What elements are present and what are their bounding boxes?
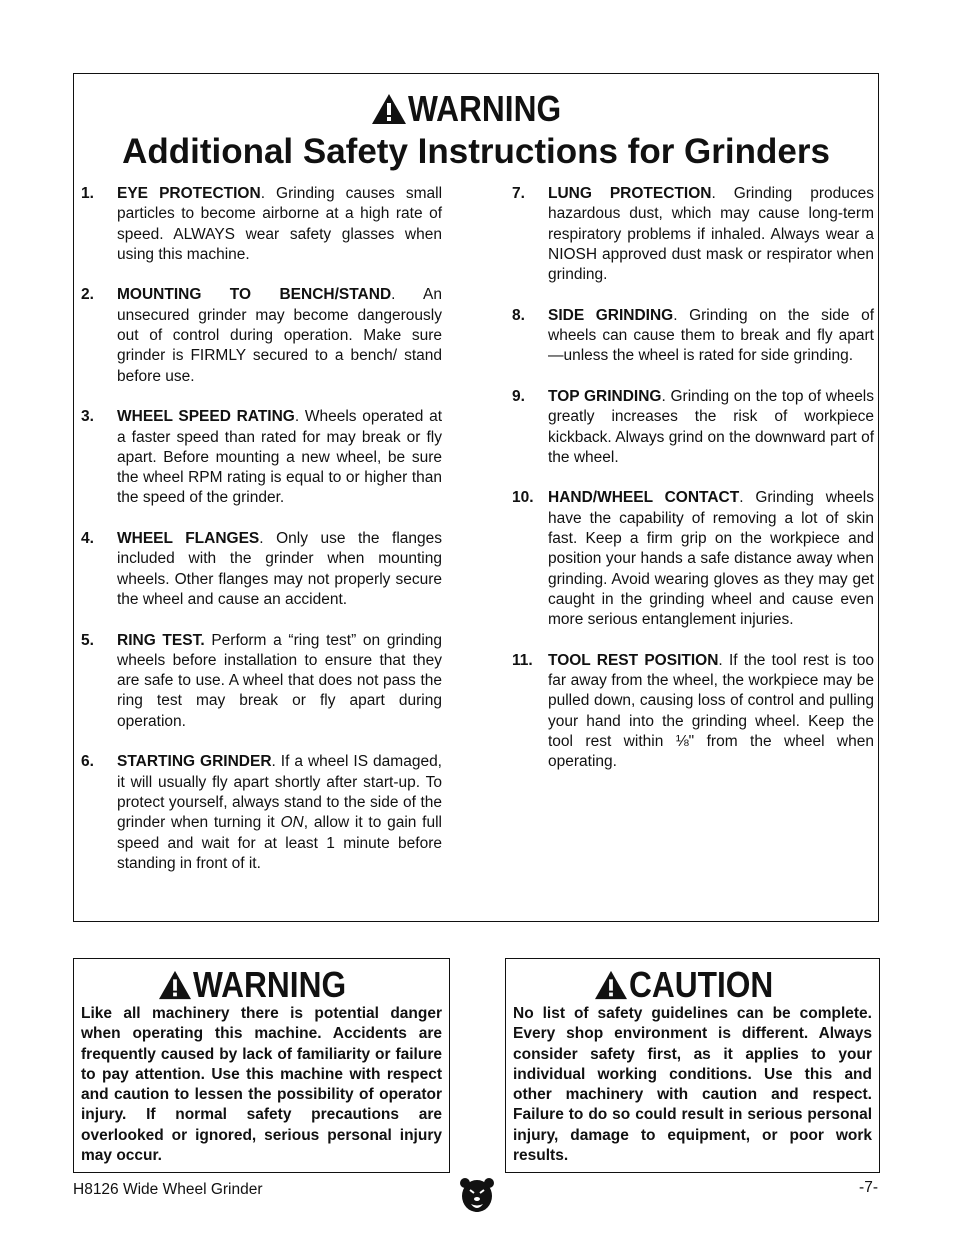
item-number: 2. [81,286,94,304]
item-title: EYE PROTECTION [117,185,261,202]
item-number: 9. [512,387,525,405]
caution-box-text: No list of safety guidelines can be complete. Every shop environment is different. Always consider safety first, as it applies to your individual working conditions. Use this and other machinery with caution and respect. Failure to do so could result in serious personal injury, damage to equipment, or poor work results. [513,1005,872,1165]
caution-box [505,958,880,1173]
warning-box [73,958,450,1173]
item-text: . Grinding on the side of wheels can cause them to break and fly apart—unless the wheel is rated for side grinding. [548,306,875,365]
item-title: SIDE GRINDING [548,306,674,324]
item-number: 4. [81,530,94,548]
caution-label: CAUTION [628,964,773,1005]
list-item [81,285,442,386]
left-column [81,184,442,894]
caution-box-header [506,965,879,1005]
footer-model: H8126 Wide Wheel Grinder [73,1181,263,1198]
item-title: WHEEL SPEED RATING [117,408,295,426]
list-item [512,184,874,285]
list-item [512,651,874,773]
list-item [512,488,874,630]
item-number: 3. [81,408,94,426]
item-number: 7. [512,185,525,202]
list-item [512,387,874,468]
item-number: 8. [512,306,525,324]
item-number: 1. [81,185,94,202]
item-text: . Grinding causes small particles to become airborne at a high rate of speed. ALWAYS wear safety glasses when using this machine. [117,185,443,263]
list-item [81,631,442,732]
warning-label: WARNING [192,964,346,1005]
warning-box-header [74,965,449,1005]
list-item [81,407,442,508]
item-title: HAND/WHEEL CONTACT [548,489,740,507]
item-text: . Grinding produces hazardous dust, which may cause long-term respiratory problems if inhaled. Always wear a NIOSH approved dust mask or respirator when grinding. [548,185,874,284]
item-text: . Wheels operated at a faster speed than rated for may break or fly apart. Before mounting a new wheel, be sure the wheel RPM rating is equal to or higher than the speed of the grinder. [117,408,443,507]
item-emphasis: ON [280,814,304,832]
warning-triangle-icon [157,969,193,1001]
item-title: WHEEL FLANGES [117,530,260,548]
item-title: LUNG PROTECTION [548,185,712,202]
item-number: 11. [512,651,533,669]
item-text: . If the tool rest is too far away from the wheel, the workpiece may be pulled down, causing loss of control and pulling your hand into the grinding wheel. Keep the tool rest within ⅛" from the wheel when operating. [548,651,874,771]
item-title: TOP GRINDING [548,387,662,405]
list-item [81,184,442,265]
item-text: Perform a “ring test” on grinding wheels before installation to ensure that they are safe to use. A wheel that does not pass the ring test may break or fly apart during operation. [117,631,443,730]
warning-box-text: Like all machinery there is potential danger when operating this machine. Accidents are frequently caused by lack of familiarity or failure to pay attention. Use this machine with respect and caution to lessen the possibility of operator injury. If normal safety precautions are overlooked or ignored, serious personal injury may occur. [81,1005,442,1165]
page-number: -7- [859,1179,878,1196]
item-title: RING TEST. [117,631,205,649]
right-column [512,184,874,793]
item-text-continued: , allow it to gain full speed and wait for at least 1 minute before standing in front of it. [117,814,442,872]
warning-label: WARNING [408,88,562,129]
item-number: 10. [512,489,534,507]
safety-instructions-panel [73,73,879,922]
item-title: MOUNTING TO BENCH/STAND [117,286,392,304]
item-text: . An unsecured grinder may become dangerously out of control during operation. Make sure grinder is FIRMLY secured to a bench/ stand before use. [117,286,442,385]
warning-header [74,88,878,130]
grizzly-bear-icon [458,1176,496,1222]
item-text: . Grinding on the top of wheels greatly increases the risk of workpiece kickback. Always grind on the downward part of the wheel. [548,387,875,466]
item-title: TOOL REST POSITION [548,651,719,669]
item-title: STARTING GRINDER [117,753,272,771]
item-number: 5. [81,631,94,649]
list-item [81,529,442,610]
page-title: Additional Safety Instructions for Grinders [122,132,830,171]
item-text: . Grinding wheels have the capability of removing a lot of skin fast. Keep a firm grip on the workpiece and position your hands a safe distance away when grinding. Avoid wearing gloves as they may get caught in the grinding wheel and cause even more serious entanglement injuries. [548,489,874,629]
item-number: 6. [81,753,94,771]
list-item [512,306,874,367]
item-text: . Only use the flanges included with the grinder when mounting wheels. Other flanges may not properly secure the wheel and cause an accident. [117,530,442,608]
warning-triangle-icon [370,92,408,126]
caution-triangle-icon [593,969,629,1001]
list-item [81,752,442,874]
item-text: . If a wheel IS damaged, it will usually fly apart shortly after start-up. To protect yourself, always stand to the side of the grinder when turning it [117,753,442,832]
